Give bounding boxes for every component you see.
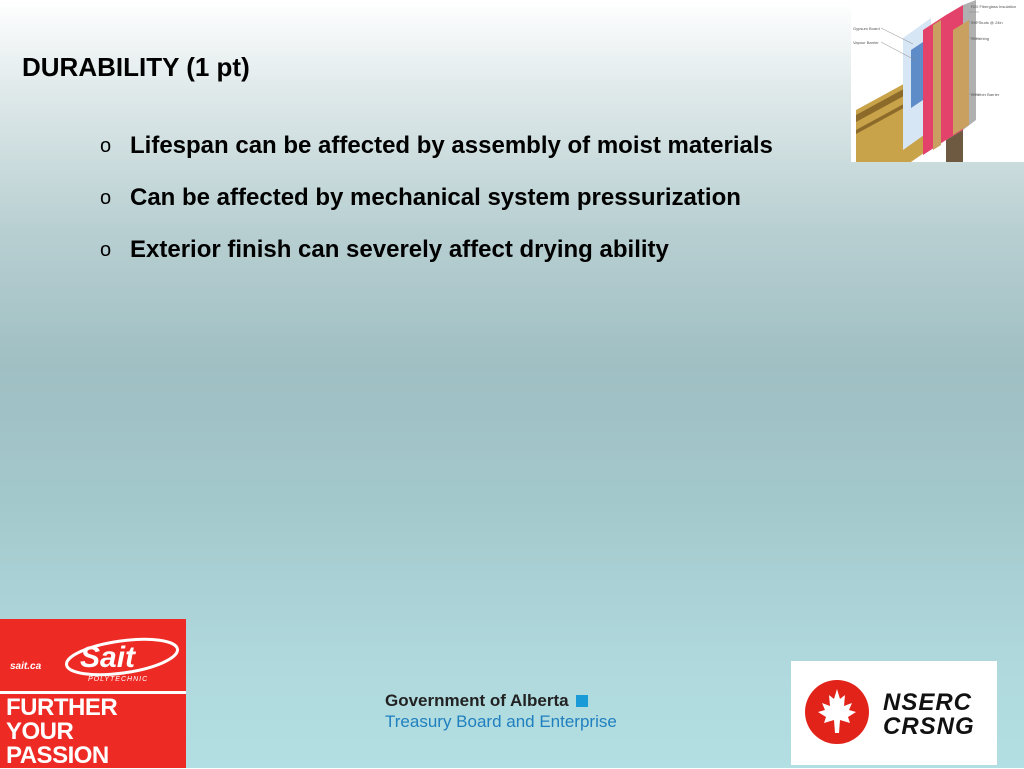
nserc-logo xyxy=(791,661,997,765)
sait-logo xyxy=(0,619,186,768)
maple-leaf-icon xyxy=(804,679,870,745)
bullet-marker: o xyxy=(100,135,112,157)
bullet-item xyxy=(100,224,860,276)
sait-tagline-line: FURTHER xyxy=(6,694,118,721)
bullet-list xyxy=(100,120,860,276)
sait-tagline xyxy=(6,696,117,768)
bullet-text: Lifespan can be affected by assembly of moist materials xyxy=(130,132,773,159)
diagram-label: Vapour Barrier xyxy=(853,40,879,45)
diagram-label: Sheathing xyxy=(971,36,990,41)
diagram-label: Gypsum Board xyxy=(853,26,880,31)
sait-subtitle: POLYTECHNIC xyxy=(88,676,149,683)
slide-title: DURABILITY (1 pt) xyxy=(22,52,250,82)
diagram-label: 2x6 Studs @ 24in xyxy=(971,20,1003,25)
sait-tagline-line: PASSION xyxy=(6,742,109,769)
bullet-marker: o xyxy=(100,239,112,261)
wall-assembly-diagram xyxy=(851,0,1024,162)
sait-wordmark-logo xyxy=(60,631,182,686)
bullet-text: Exterior finish can severely affect drying ability xyxy=(130,236,669,263)
bullet-marker: o xyxy=(100,187,112,209)
diagram-label: Weather Barrier xyxy=(971,92,1000,97)
sait-wordmark: Sait xyxy=(80,641,136,674)
government-of-alberta-logo xyxy=(385,690,617,732)
gov-name: Government of Alberta xyxy=(385,691,569,710)
nserc-text xyxy=(883,691,975,739)
bullet-item xyxy=(100,120,860,172)
gov-square-icon xyxy=(576,695,588,707)
sait-url: sait.ca xyxy=(10,661,42,672)
bullet-text: Can be affected by mechanical system pressurization xyxy=(130,184,741,211)
bullet-item xyxy=(100,172,860,224)
nserc-line: NSERC xyxy=(883,689,973,716)
sait-tagline-line: YOUR xyxy=(6,718,74,745)
diagram-label: R20 Fiberglass Insulation xyxy=(971,4,1017,9)
nserc-line: CRSNG xyxy=(883,713,975,740)
wall-assembly-illustration xyxy=(851,0,1024,162)
gov-department: Treasury Board and Enterprise xyxy=(385,712,617,731)
